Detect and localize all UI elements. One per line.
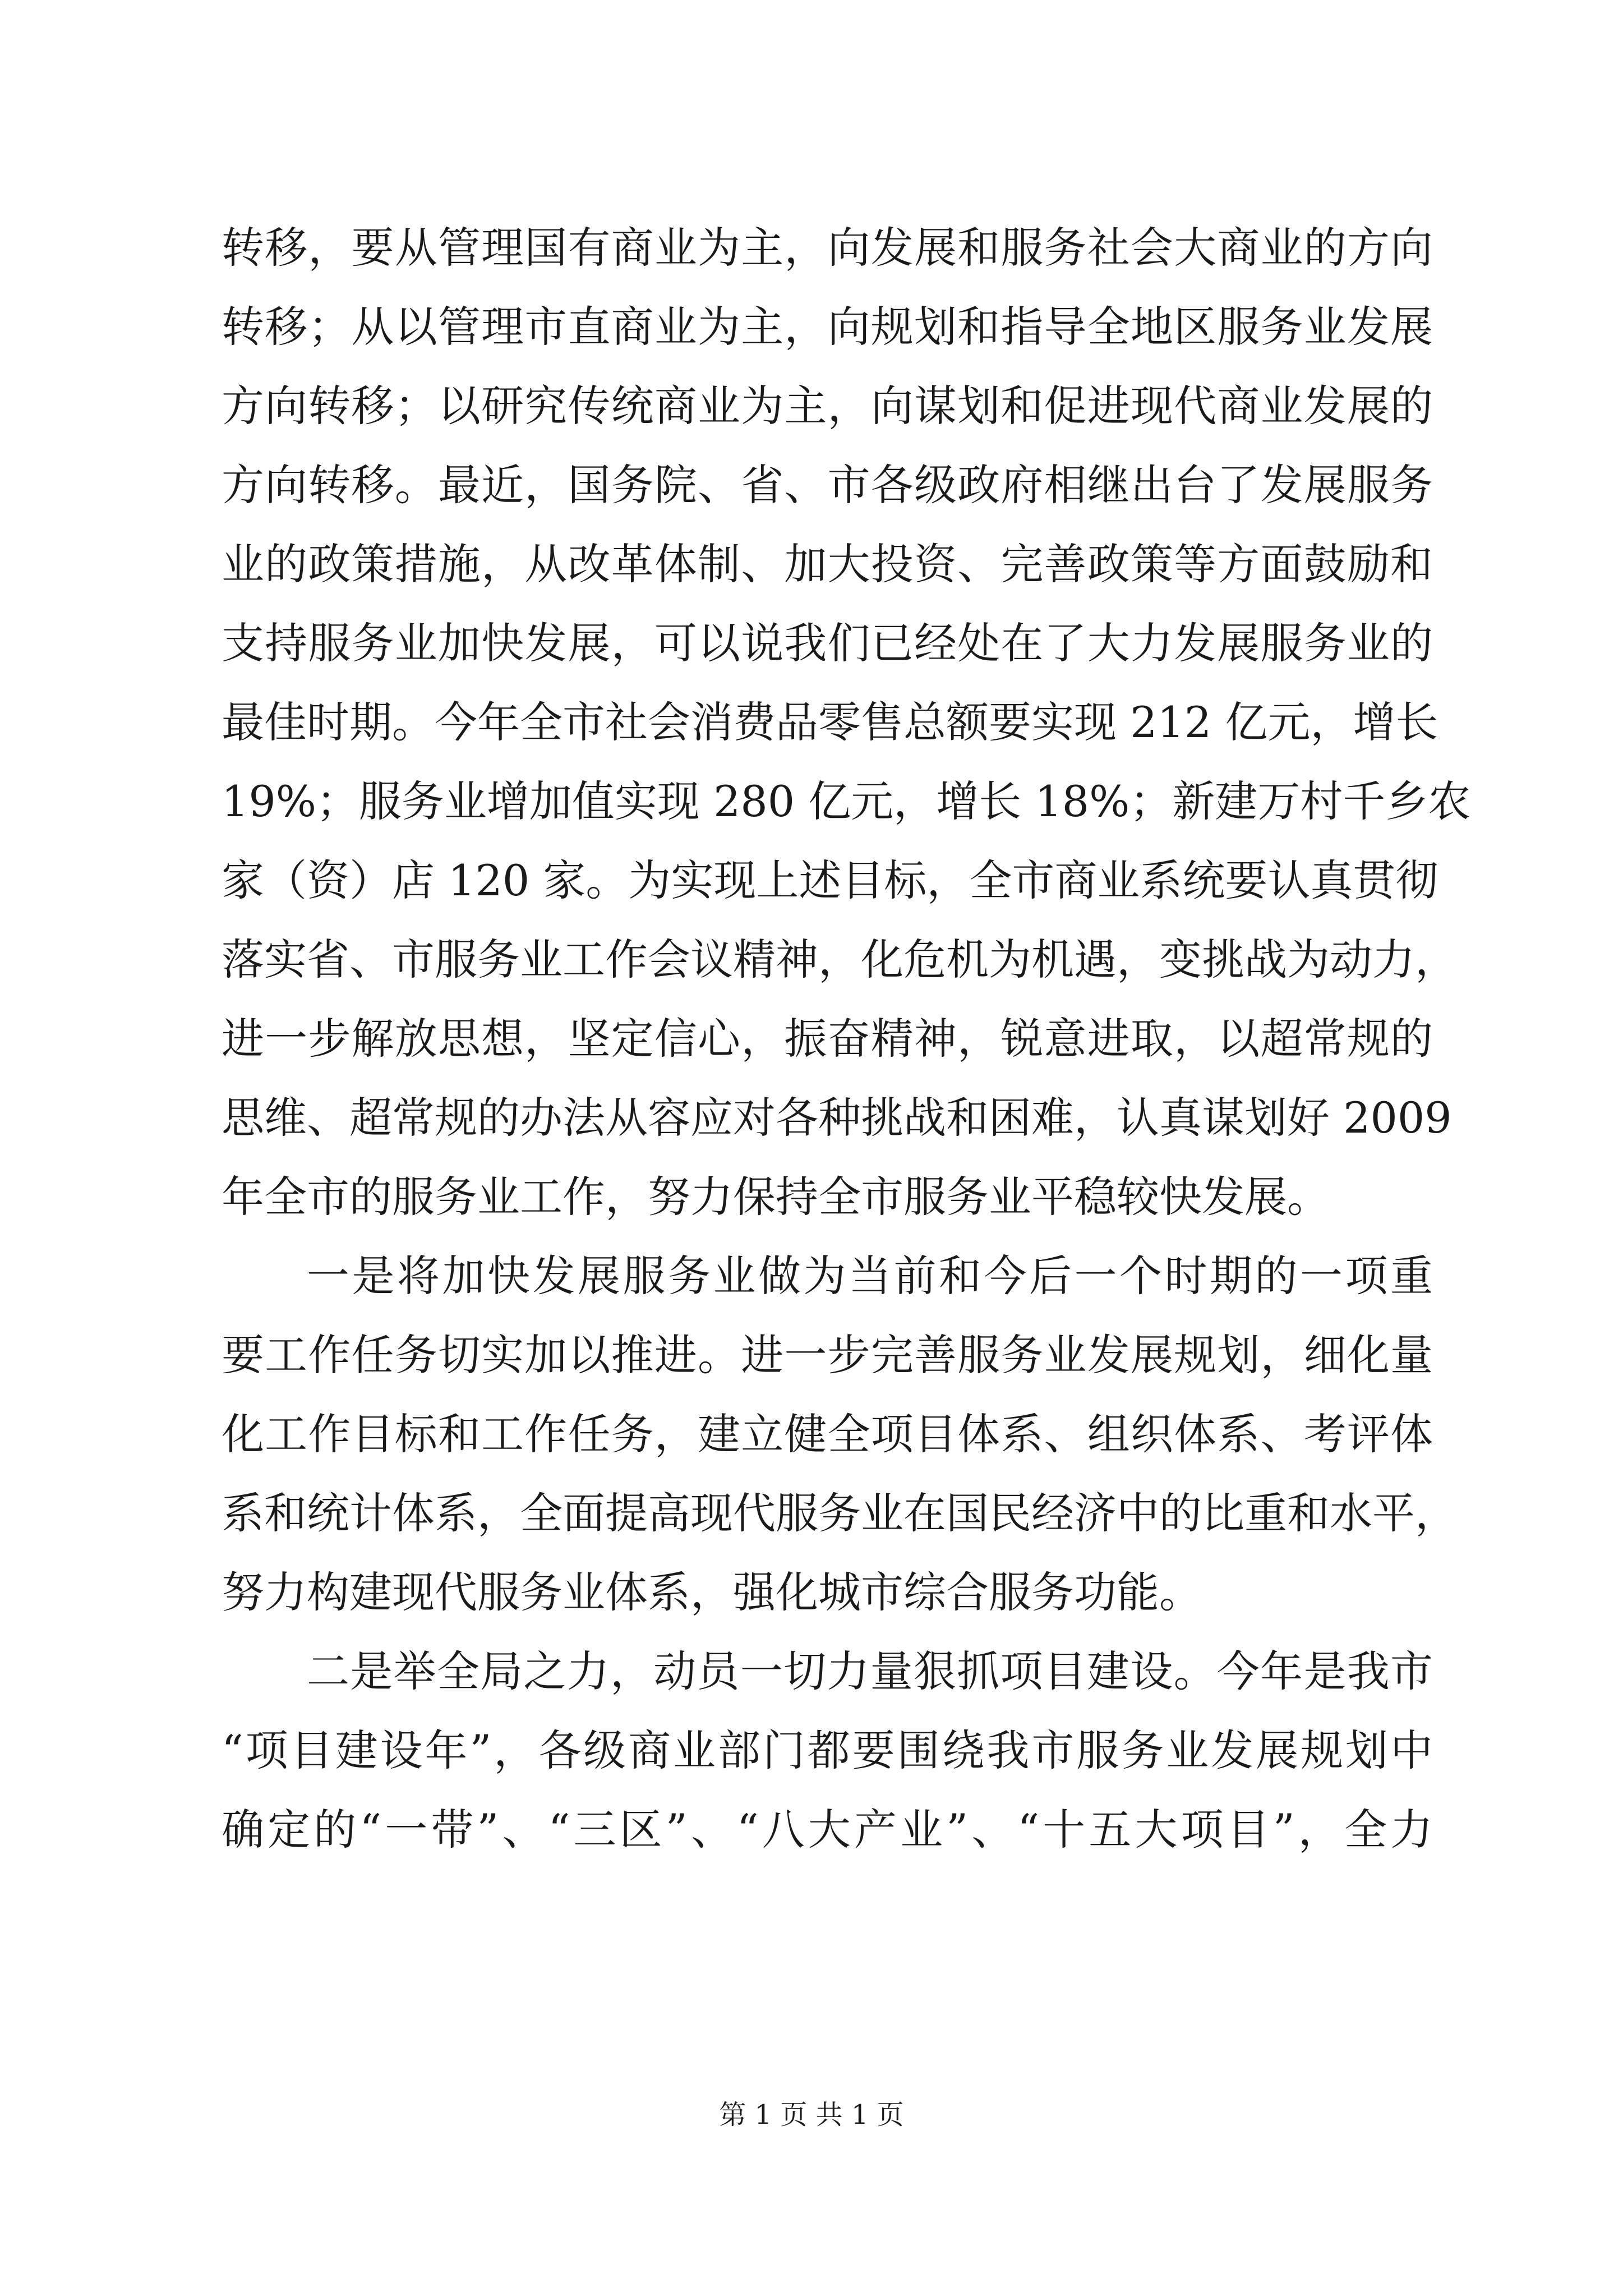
page-number-label: 第 1 页 共 1 页	[719, 2099, 904, 2131]
text-line: 支持服务业加快发展，可以说我们已经处在了大力发展服务业的	[222, 618, 1433, 668]
paragraph-first-line: 二是举全局之力，动员一切力量狠抓项目建设。今年是我市	[307, 1646, 1433, 1696]
text-line: “项目建设年”，各级商业部门都要围绕我市服务业发展规划中	[222, 1726, 1433, 1775]
text-line: 方向转移；以研究传统商业为主，向谋划和促进现代商业发展的	[222, 381, 1433, 431]
text-line: 19%；服务业增加值实现 280 亿元，增长 18%；新建万村千乡农	[222, 776, 1471, 826]
text-line: 转移；从以管理市直商业为主，向规划和指导全地区服务业发展	[222, 302, 1433, 352]
page-footer	[0, 2092, 1623, 2137]
text-line: 最佳时期。今年全市社会消费品零售总额要实现 212 亿元，增长	[222, 697, 1438, 747]
text-line: 年全市的服务业工作，努力保持全市服务业平稳较快发展。	[222, 1172, 1330, 1222]
text-line: 化工作目标和工作任务，建立健全项目体系、组织体系、考评体	[222, 1409, 1433, 1459]
text-line: 思维、超常规的办法从容应对各种挑战和困难，认真谋划好 2009	[222, 1093, 1452, 1143]
text-line: 进一步解放思想，坚定信心，振奋精神，锐意进取，以超常规的	[222, 1014, 1433, 1064]
text-line: 要工作任务切实加以推进。进一步完善服务业发展规划，细化量	[222, 1330, 1433, 1380]
text-line: 转移，要从管理国有商业为主，向发展和服务社会大商业的方向	[222, 223, 1433, 273]
text-line: 业的政策措施，从改革体制、加大投资、完善政策等方面鼓励和	[222, 539, 1433, 589]
text-line: 确定的“一带”、“三区”、“八大产业”、“十五大项目”，全力	[222, 1805, 1433, 1855]
text-line: 落实省、市服务业工作会议精神，化危机为机遇，变挑战为动力，	[222, 935, 1458, 984]
text-line: 努力构建现代服务业体系，强化城市综合服务功能。	[222, 1567, 1202, 1617]
text-line: 系和统计体系，全面提高现代服务业在国民经济中的比重和水平，	[222, 1488, 1458, 1538]
paragraph-first-line: 一是将加快发展服务业做为当前和今后一个时期的一项重	[307, 1251, 1433, 1301]
text-line: 方向转移。最近，国务院、省、市各级政府相继出台了发展服务	[222, 460, 1433, 510]
text-line: 家（资）店 120 家。为实现上述目标，全市商业系统要认真贯彻	[222, 855, 1438, 905]
